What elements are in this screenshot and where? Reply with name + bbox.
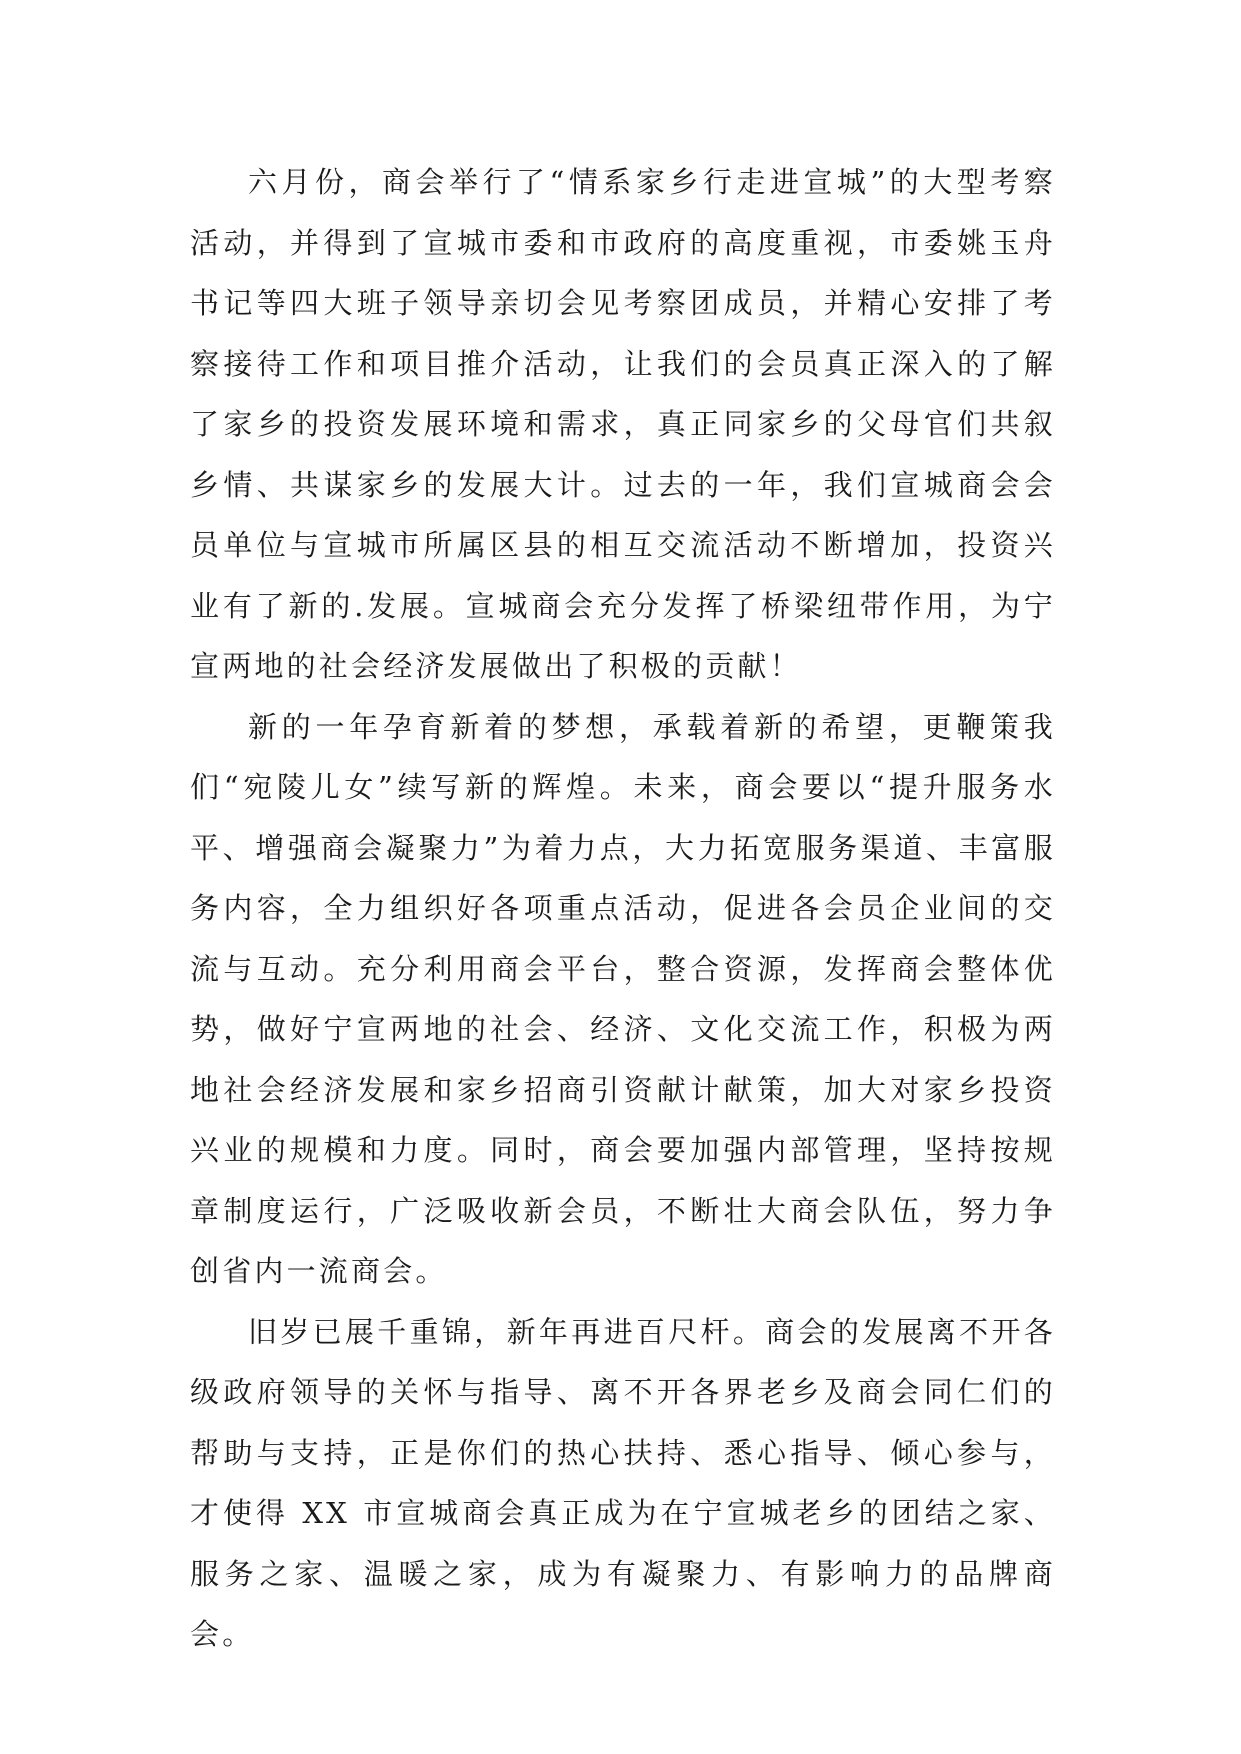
paragraph-june-inspection: 六月份，商会举行了“情系家乡行走进宣城”的大型考察活动，并得到了宣城市委和市政府的高度重视，市委姚玉舟书记等四大班子领导亲切会见考察团成员，并精心安排了考察接待工作和项目推介活动，让我们的会员真正深入的了解了家乡的投资发展环境和需求，真正同家乡的父母官们共叙乡情、共谋家乡的发展大计。过去的一年，我们宣城商会会员单位与宣城市所属区县的相互交流活动不断增加，投资兴业有了新的.发展。宣城商会充分发挥了桥梁纽带作用，为宁宣两地的社会经济发展做出了积极的贡献！ [190, 165, 1056, 683]
document-body [190, 152, 1056, 1665]
paragraph-new-year-goals: 新的一年孕育新着的梦想，承载着新的希望，更鞭策我们“宛陵儿女”续写新的辉煌。未来，商会要以“提升服务水平、增强商会凝聚力”为着力点，大力拓宽服务渠道、丰富服务内容，全力组织好各项重点活动，促进各会员企业间的交流与互动。充分利用商会平台，整合资源，发挥商会整体优势，做好宁宣两地的社会、经济、文化交流工作，积极为两地社会经济发展和家乡招商引资献计献策，加大对家乡投资兴业的规模和力度。同时，商会要加强内部管理，坚持按规章制度运行，广泛吸收新会员，不断壮大商会队伍，努力争创省内一流商会。 [190, 709, 1056, 1288]
paragraph-gratitude: 旧岁已展千重锦，新年再进百尺杆。商会的发展离不开各级政府领导的关怀与指导、离不开各界老乡及商会同仁们的帮助与支持，正是你们的热心扶持、悉心指导、倾心参与，才使得 XX 市宣城商会真正成为在宁宣城老乡的团结之家、服务之家、温暖之家，成为有凝聚力、有影响力的品牌商会。 [190, 1314, 1056, 1651]
